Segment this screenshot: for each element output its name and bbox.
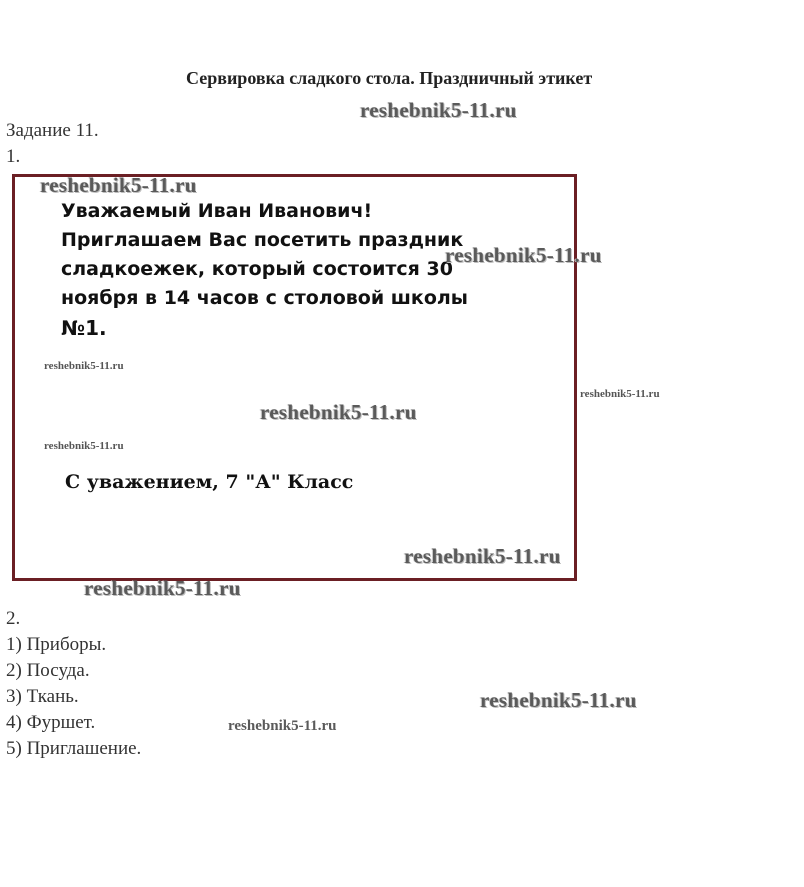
watermark: reshebnik5-11.ru [44, 360, 124, 372]
part1-label: 1. [6, 146, 21, 167]
invitation-greeting: Уважаемый Иван Иванович! [61, 200, 373, 222]
task-label: Задание 11. [6, 120, 99, 141]
watermark: reshebnik5-11.ru [84, 576, 241, 600]
page-title: Сервировка сладкого стола. Праздничный этикет [186, 68, 593, 88]
invitation-signature: С уважением, 7 "А" Класс [65, 471, 354, 493]
watermark: reshebnik5-11.ru [480, 688, 637, 712]
watermark: reshebnik5-11.ru [228, 718, 337, 734]
answer-item: 2) Посуда. [6, 660, 90, 681]
answer-item: 5) Приглашение. [6, 738, 142, 759]
watermark: reshebnik5-11.ru [580, 388, 660, 400]
invitation-card [12, 174, 577, 581]
watermark: reshebnik5-11.ru [40, 173, 197, 197]
invitation-line-2: сладкоежек, который состоится 30 [61, 258, 453, 280]
invitation-line-3: ноября в 14 часов с столовой школы [61, 287, 468, 309]
answer-item: 4) Фуршет. [6, 712, 96, 733]
watermark: reshebnik5-11.ru [44, 440, 124, 452]
part2-label: 2. [6, 608, 21, 629]
answer-item: 3) Ткань. [6, 686, 79, 707]
invitation-line-4: №1. [61, 316, 107, 340]
watermark: reshebnik5-11.ru [260, 400, 417, 424]
watermark: reshebnik5-11.ru [445, 243, 602, 267]
answer-item: 1) Приборы. [6, 634, 107, 655]
invitation-line-1: Приглашаем Вас посетить праздник [61, 229, 464, 251]
watermark: reshebnik5-11.ru [404, 544, 561, 568]
watermark: reshebnik5-11.ru [360, 98, 517, 122]
